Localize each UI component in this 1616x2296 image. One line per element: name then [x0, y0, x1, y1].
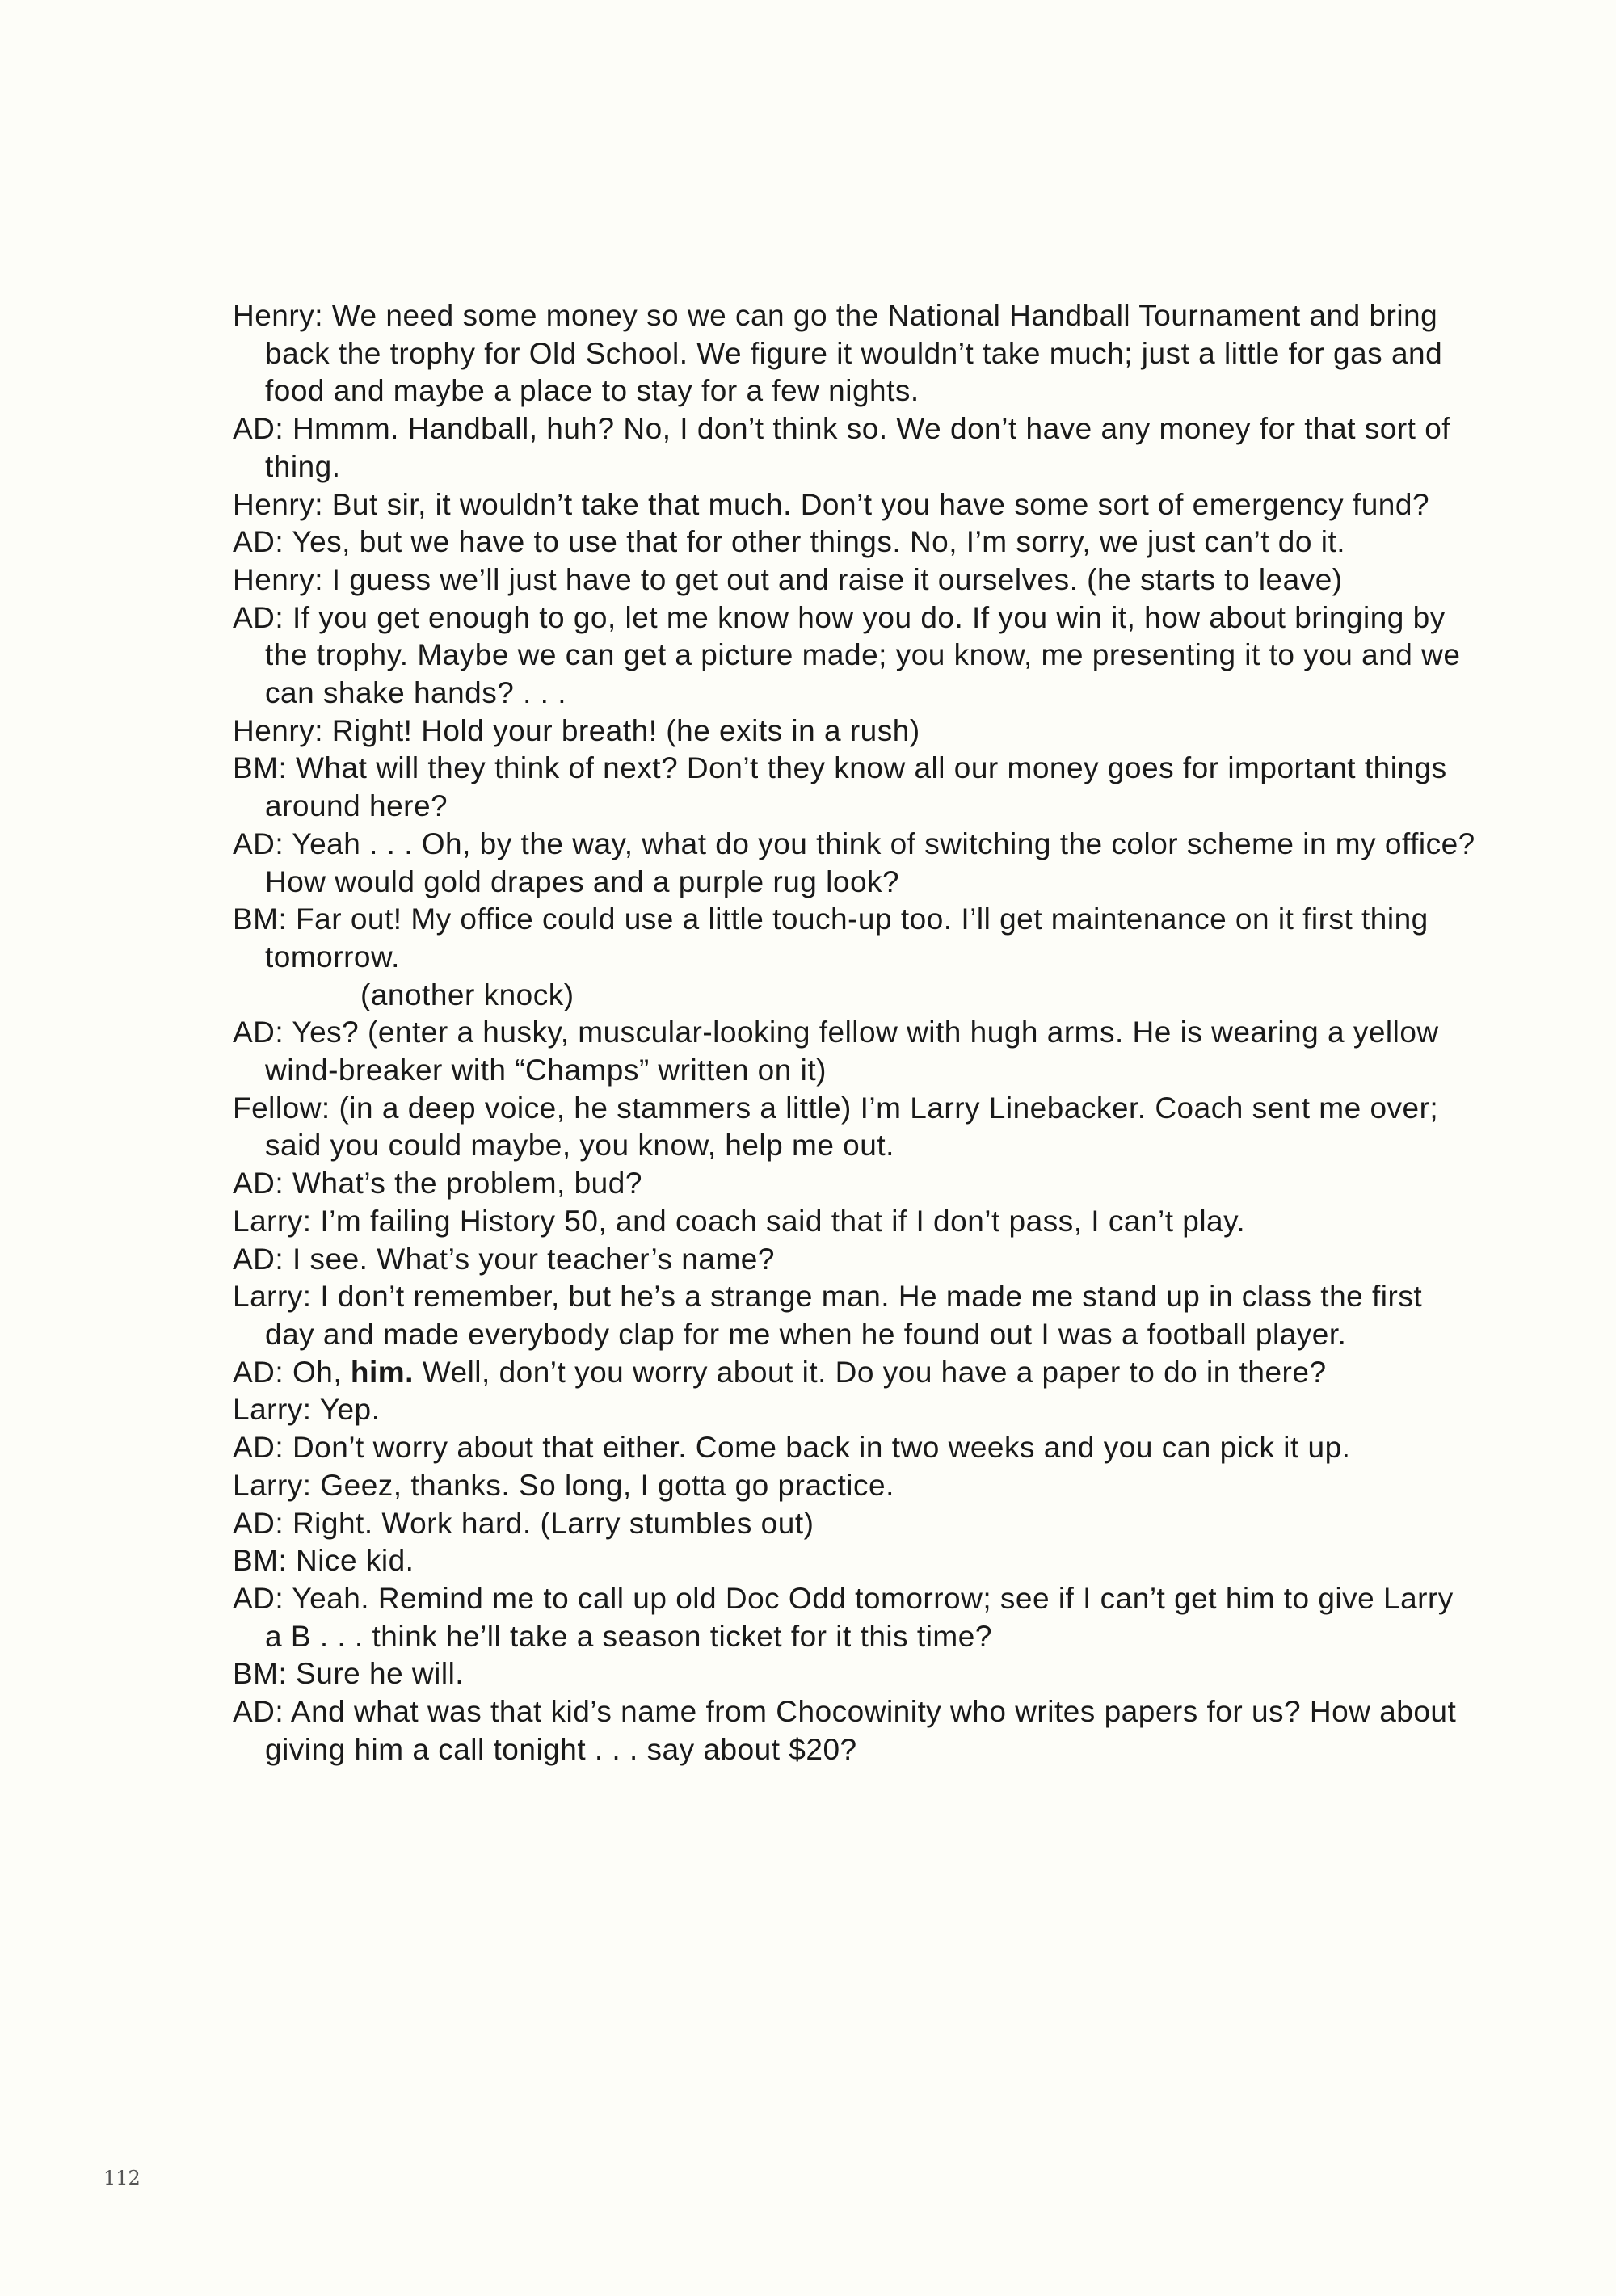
dialogue-line: Henry: We need some money so we can go the National Handball Tournament and bring back the trophy for Old School. We figure it wouldn’t take much; just a little for gas and food and maybe a place to stay for a few nights. — [233, 299, 1443, 408]
dialogue-line: AD: Yes, but we have to use that for other things. No, I’m sorry, we just can’t do it. — [233, 525, 1346, 559]
emphasized-word: him. — [350, 1355, 414, 1389]
dialogue-line: AD: Yeah . . . Oh, by the way, what do you think of switching the color scheme in my office? How would gold drapes and a purple rug look? — [233, 826, 1475, 898]
dialogue-line: AD: And what was that kid’s name from Chocowinity who writes papers for us? How about giving him a call tonight . . . say about $20? — [233, 1695, 1457, 1766]
dialogue-line — [233, 1354, 1477, 1392]
dialogue-line: AD: Don’t worry about that either. Come back in two weeks and you can pick it up. — [233, 1431, 1351, 1465]
dialogue-line: BM: Sure he will. — [233, 1657, 465, 1691]
dialogue-line: BM: Nice kid. — [233, 1544, 415, 1578]
dialogue-line: AD: Right. Work hard. (Larry stumbles out) — [233, 1506, 814, 1540]
dialogue-line: AD: What’s the problem, bud? — [233, 1167, 642, 1201]
dialogue-line: AD: I see. What’s your teacher’s name? — [233, 1242, 775, 1276]
page-number: 112 — [103, 2167, 141, 2189]
dialogue-line: Fellow: (in a deep voice, he stammers a little) I’m Larry Linebacker. Coach sent me over; said you could maybe, you know, help me out. — [233, 1091, 1439, 1163]
dialogue-line: Henry: But sir, it wouldn’t take that much. Don’t you have some sort of emergency fund? — [233, 487, 1430, 521]
dialogue-line: AD: Yeah. Remind me to call up old Doc Odd tomorrow; see if I can’t get him to give Larry a B . . . think he’ll take a season ticket for it this time? — [233, 1581, 1454, 1653]
dialogue-line: Larry: Yep. — [233, 1393, 381, 1427]
dialogue-line: AD: If you get enough to go, let me know how you do. If you win it, how about bringing by the trophy. Maybe we can get a picture made; you know, me presenting it to you and we can shake hands? . . . — [233, 600, 1461, 710]
dialogue-line: Henry: Right! Hold your breath! (he exits in a rush) — [233, 713, 920, 747]
dialogue-text — [233, 297, 1477, 1768]
dialogue-line: Larry: I’m failing History 50, and coach said that if I don’t pass, I can’t play. — [233, 1204, 1246, 1238]
dialogue-line-end: Well, don’t you worry about it. Do you have a paper to do in there? — [422, 1355, 1327, 1389]
dialogue-line: AD: Yes? (enter a husky, muscular-looking fellow with hugh arms. He is wearing a yellow wind-breaker with “Champs” written on it) — [233, 1016, 1439, 1087]
stage-direction: (another knock) — [360, 978, 574, 1011]
dialogue-line: Larry: I don’t remember, but he’s a strange man. He made me stand up in class the first day and made everybody clap for me when he found out I was a football player. — [233, 1280, 1423, 1351]
dialogue-line: Larry: Geez, thanks. So long, I gotta go practice. — [233, 1468, 894, 1502]
dialogue-line-start: AD: Oh, — [233, 1355, 343, 1389]
dialogue-line: BM: What will they think of next? Don’t they know all our money goes for important things around here? — [233, 751, 1447, 823]
dialogue-line: AD: Hmmm. Handball, huh? No, I don’t think so. We don’t have any money for that sort of thing. — [233, 412, 1451, 483]
dialogue-line: BM: Far out! My office could use a little touch-up too. I’ll get maintenance on it first thing tomorrow. — [233, 902, 1429, 973]
dialogue-line: Henry: I guess we’ll just have to get out and raise it ourselves. (he starts to leave) — [233, 562, 1343, 596]
